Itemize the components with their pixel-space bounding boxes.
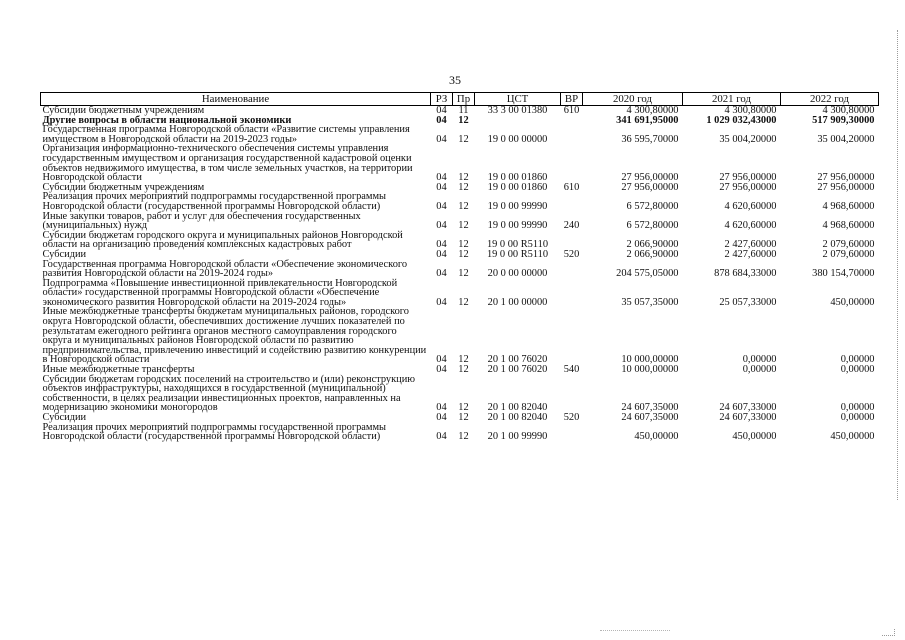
cell-vr: 520	[563, 249, 580, 260]
cell-cst	[475, 116, 561, 126]
cell-cst: 20 1 00 99990	[487, 431, 548, 442]
table-row	[41, 144, 879, 182]
cell-pr: 11	[458, 105, 469, 116]
cell-pr: 12	[458, 413, 469, 423]
cell-pr: 12	[458, 200, 469, 212]
cell-2020: 27 956,00000	[621, 172, 679, 183]
cell-2021: 878 684,33000	[714, 268, 777, 279]
cell-2021: 2 427,60000	[724, 239, 777, 250]
cell-2020: 2 066,90000	[626, 239, 679, 250]
cell-2022: 0,00000	[840, 365, 875, 375]
cell-cst: 20 1 00 76020	[487, 365, 548, 375]
cell-cst: 19 0 00 01860	[487, 182, 548, 193]
cell-2022: 450,00000	[830, 431, 875, 442]
table-row	[41, 279, 879, 308]
cell-name: Реализация прочих мероприятий подпрограммы государственной программы Новгородской области (государственной программы Новгородской области)	[42, 421, 387, 443]
cell-name: Субсидии бюджетным учреждениям	[42, 105, 205, 116]
cell-pr: 12	[458, 239, 469, 250]
cell-2020: 36 595,70000	[621, 133, 679, 145]
cell-name: Другие вопросы в области национальной экономики	[42, 114, 292, 126]
cell-2020: 24 607,35000	[621, 402, 679, 413]
cell-vr: 540	[563, 365, 580, 375]
table-header-row	[41, 93, 879, 106]
header-cst: ЦСТ	[475, 93, 561, 106]
cell-cst: 19 0 00 01860	[487, 172, 548, 183]
cell-name: Подпрограмма «Повышение инвестиционной привлекательности Новгородской области» государственной программы Новгородской области «Обеспечение экономического развития Новгородской области на 2019-2024 годы»	[42, 277, 398, 308]
cell-rz: 04	[436, 239, 447, 250]
cell-rz: 04	[436, 365, 447, 375]
cell-name: Субсидии бюджетам городских поселений на строительство и (или) реконструкцию объектов инфраструктуры, находящихся в государственной (муниципальной) собственности, в целях реализации инвестиционных проектов, направленных на модернизацию экономики моногородов	[42, 373, 416, 414]
cell-cst: 19 0 00 R5110	[486, 239, 549, 250]
cell-2021: 0,00000	[742, 354, 777, 366]
cell-2021: 4 300,80000	[724, 105, 777, 116]
cell-rz: 04	[436, 431, 447, 442]
cell-2020: 6 572,80000	[626, 220, 679, 231]
cell-2022: 2 079,60000	[822, 249, 875, 260]
cell-2022: 4 968,60000	[822, 220, 875, 231]
cell-rz: 04	[436, 268, 447, 279]
cell-2021: 24 607,33000	[719, 402, 777, 413]
cell-cst: 20 0 00 00000	[487, 268, 548, 279]
cell-vr: 240	[563, 220, 580, 231]
cell-rz: 04	[436, 172, 447, 183]
cell-2022: 27 956,00000	[817, 172, 875, 183]
cell-2021: 2 427,60000	[724, 249, 777, 260]
cell-rz: 04	[436, 105, 447, 116]
scan-edge-line	[897, 30, 899, 500]
cell-2020: 341 691,95000	[616, 115, 679, 126]
cell-2022: 0,00000	[840, 402, 875, 413]
table-row	[41, 231, 879, 250]
cell-cst: 20 1 00 76020	[487, 354, 548, 366]
cell-2021: 1 029 032,43000	[706, 115, 777, 126]
cell-2022: 450,00000	[830, 296, 875, 308]
scan-artifact	[600, 630, 670, 632]
cell-2021: 4 620,60000	[724, 200, 777, 212]
cell-pr: 12	[458, 115, 469, 126]
cell-vr	[561, 125, 583, 144]
cell-name: Иные межбюджетные трансферты	[42, 364, 195, 376]
cell-2022: 35 004,20000	[817, 133, 875, 145]
cell-2021: 4 620,60000	[724, 220, 777, 231]
cell-2022: 0,00000	[840, 413, 875, 423]
cell-vr	[561, 375, 583, 413]
cell-2020: 27 956,00000	[621, 182, 679, 193]
cell-2020: 10 000,00000	[621, 365, 679, 375]
cell-cst: 19 0 00 00000	[487, 133, 548, 145]
cell-vr	[561, 307, 583, 365]
cell-name: Субсидии бюджетным учреждениям	[42, 181, 205, 193]
cell-pr: 12	[458, 220, 469, 231]
table-body	[41, 106, 879, 442]
cell-2021: 27 956,00000	[719, 172, 777, 183]
scan-corner-mark	[882, 629, 895, 636]
cell-pr: 12	[458, 249, 469, 260]
cell-pr: 12	[458, 431, 469, 442]
page-number: 35	[449, 73, 461, 87]
cell-2022: 4 300,80000	[822, 105, 875, 116]
cell-2022: 4 968,60000	[822, 200, 875, 212]
cell-vr	[561, 279, 583, 308]
cell-vr	[561, 423, 583, 442]
cell-2020: 35 057,35000	[621, 296, 679, 308]
cell-2020: 24 607,35000	[621, 413, 679, 423]
cell-name: Субсидии	[42, 412, 87, 423]
cell-2020: 10 000,00000	[621, 354, 679, 366]
cell-2022: 2 079,60000	[822, 239, 875, 250]
cell-pr: 12	[458, 268, 469, 279]
cell-rz: 04	[436, 413, 447, 423]
cell-pr: 12	[458, 365, 469, 375]
header-name: Наименование	[41, 93, 431, 106]
cell-pr: 12	[458, 133, 469, 145]
cell-name: Государственная программа Новгородской области «Развитие системы управления имуществом в Новгородской области на 2019-2023 годы»	[42, 124, 410, 145]
cell-name: Иные закупки товаров, работ и услуг для обеспечения государственных (муниципальных) нужд	[42, 210, 361, 232]
cell-2022: 0,00000	[840, 354, 875, 366]
cell-2021: 25 057,33000	[719, 296, 777, 308]
cell-2020: 450,00000	[634, 431, 679, 442]
cell-name: Государственная программа Новгородской области «Обеспечение экономического развития Новгородской области на 2019-2024 годы»	[42, 258, 408, 280]
cell-rz: 04	[436, 220, 447, 231]
cell-name: Организация информационно-технического обеспечения системы управления государственным имуществом и организация государственной кадастровой оценки объектов недвижимого имущества, в том числе земельных участков, на территории Новгородской области	[42, 143, 413, 184]
cell-rz: 04	[436, 133, 447, 145]
cell-2020: 2 066,90000	[626, 249, 679, 260]
cell-rz: 04	[436, 249, 447, 260]
cell-pr: 12	[458, 354, 469, 366]
cell-cst: 19 0 00 99990	[487, 220, 548, 231]
cell-vr	[561, 260, 583, 279]
cell-2020: 6 572,80000	[626, 200, 679, 212]
cell-rz: 04	[436, 354, 447, 366]
cell-2020: 204 575,05000	[616, 268, 679, 279]
cell-pr: 12	[458, 296, 469, 308]
cell-2021: 24 607,33000	[719, 413, 777, 423]
table-row	[41, 375, 879, 413]
cell-2020: 4 300,80000	[626, 105, 679, 116]
cell-pr: 12	[458, 402, 469, 413]
cell-rz: 04	[436, 182, 447, 193]
table-row	[41, 192, 879, 211]
cell-pr: 12	[458, 182, 469, 193]
cell-vr	[561, 231, 583, 250]
cell-name: Реализация прочих мероприятий подпрограммы государственной программы Новгородской области (государственной программы Новгородской области)	[42, 191, 387, 212]
cell-name: Субсидии	[42, 248, 87, 260]
header-2021: 2021 год	[683, 93, 781, 106]
cell-2021: 35 004,20000	[719, 133, 777, 145]
cell-vr	[561, 144, 583, 182]
header-2022: 2022 год	[781, 93, 879, 106]
cell-cst: 19 0 00 R5110	[486, 249, 549, 260]
cell-rz: 04	[436, 115, 447, 126]
cell-2022: 517 909,30000	[812, 115, 875, 126]
table-row	[41, 307, 879, 365]
cell-cst: 33 3 00 01380	[487, 105, 548, 116]
cell-vr: 520	[563, 413, 580, 423]
cell-vr	[561, 116, 583, 126]
cell-cst: 20 1 00 00000	[487, 296, 548, 308]
cell-vr: 610	[563, 182, 580, 193]
cell-2022: 27 956,00000	[817, 182, 875, 193]
cell-vr	[561, 192, 583, 211]
table-row	[41, 125, 879, 144]
header-2020: 2020 год	[583, 93, 683, 106]
cell-cst: 20 1 00 82040	[487, 413, 548, 423]
cell-rz: 04	[436, 200, 447, 212]
cell-2021: 27 956,00000	[719, 182, 777, 193]
header-pr: Пр	[453, 93, 475, 106]
header-vr: ВР	[561, 93, 583, 106]
cell-rz: 04	[436, 296, 447, 308]
cell-2021: 0,00000	[742, 365, 777, 375]
budget-table	[40, 92, 879, 442]
cell-cst: 19 0 00 99990	[487, 200, 548, 212]
table-row	[41, 423, 879, 442]
cell-2022: 380 154,70000	[812, 268, 875, 279]
cell-rz: 04	[436, 402, 447, 413]
cell-vr: 610	[563, 105, 580, 116]
cell-cst: 20 1 00 82040	[487, 402, 548, 413]
cell-name: Субсидии бюджетам городского округа и муниципальных районов Новгородской области на организацию проведения комплексных кадастровых работ	[42, 229, 403, 251]
cell-pr: 12	[458, 172, 469, 183]
cell-name: Иные межбюджетные трансферты бюджетам муниципальных районов, городского округа Новгородской области, обеспечивших достижение лучших показателей по результатам ежегодного рейтинга органов местного самоуправления городского округа и муниципальных районов Новгородской области по развитию предпринимательства, привлечению инвестиций и содействию развитию конкуренции в Новгородской области	[42, 306, 427, 366]
table-row	[41, 212, 879, 231]
header-rz: РЗ	[431, 93, 453, 106]
table-row	[41, 260, 879, 279]
cell-2021: 450,00000	[732, 431, 777, 442]
